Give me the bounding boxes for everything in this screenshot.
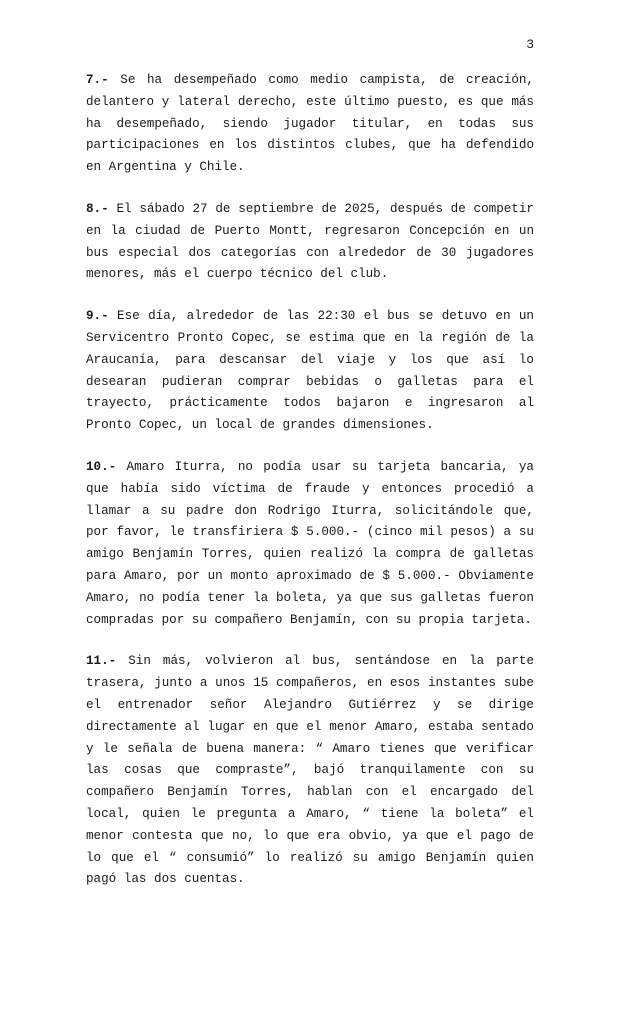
paragraph-11	[86, 651, 534, 891]
paragraph-number: 8.-	[86, 201, 109, 216]
paragraph-text: Amaro Iturra, no podía usar su tarjeta bancaria, ya que había sido víctima de fraude y entonces procedió a llamar a su padre don Rodrigo Iturra, solicitándole que, por favor, le transfiriera $ 5.000.- (cinco mil pesos) a su amigo Benjamín Torres, quien realizó la compra de galletas para Amaro, por un monto aproximado de $ 5.000.- Obviamente Amaro, no podía tener la boleta, ya que sus galletas fueron compradas por su compañero Benjamín, con su propia tarjeta.	[86, 459, 534, 627]
paragraph-8	[86, 199, 534, 286]
paragraph-text: Ese día, alrededor de las 22:30 el bus se detuvo en un Servicentro Pronto Copec, se estima que en la región de la Araucanía, para descansar del viaje y los que así lo desearan pudieran comprar bebidas o galletas para el trayecto, prácticamente todos bajaron e ingresaron al Pronto Copec, un local de grandes dimensiones.	[86, 309, 534, 433]
document-body	[86, 70, 534, 911]
paragraph-number: 7.-	[86, 73, 109, 87]
paragraph-number: 9.-	[86, 309, 109, 324]
paragraph-10	[86, 457, 534, 631]
paragraph-text: Sin más, volvieron al bus, sentándose en la parte trasera, junto a unos 15 compañeros, en esos instantes sube el entrenador señor Alejandro Gutiérrez y se dirige directamente al lugar en que el menor Amaro, estaba sentado y le señala de buena manera: “ Amaro tienes que verificar las cosas que compraste”, bajó tranquilamente con su compañero Benjamín Torres, hablan con el encargado del local, quien le pregunta a Amaro, “ tiene la boleta” el menor contesta que no, lo que era obvio, ya que el pago de lo que el “ consumió” lo realizó su amigo Benjamín quien pagó las dos cuentas.	[86, 654, 534, 887]
paragraph-7	[86, 70, 534, 179]
paragraph-number: 11.-	[86, 654, 117, 669]
paragraph-text: El sábado 27 de septiembre de 2025, después de competir en la ciudad de Puerto Montt, regresaron Concepción en un bus especial dos categorías con alrededor de 30 jugadores menores, más el cuerpo técnico del club.	[86, 201, 534, 282]
paragraph-9	[86, 306, 534, 437]
page-number: 3	[526, 37, 534, 52]
paragraph-text: Se ha desempeñado como medio campista, de creación, delantero y lateral derecho, este último puesto, es que más ha desempeñado, siendo jugador titular, en todas sus participaciones en los distintos clubes, que ha defendido en Argentina y Chile.	[86, 73, 534, 175]
paragraph-number: 10.-	[86, 459, 117, 474]
